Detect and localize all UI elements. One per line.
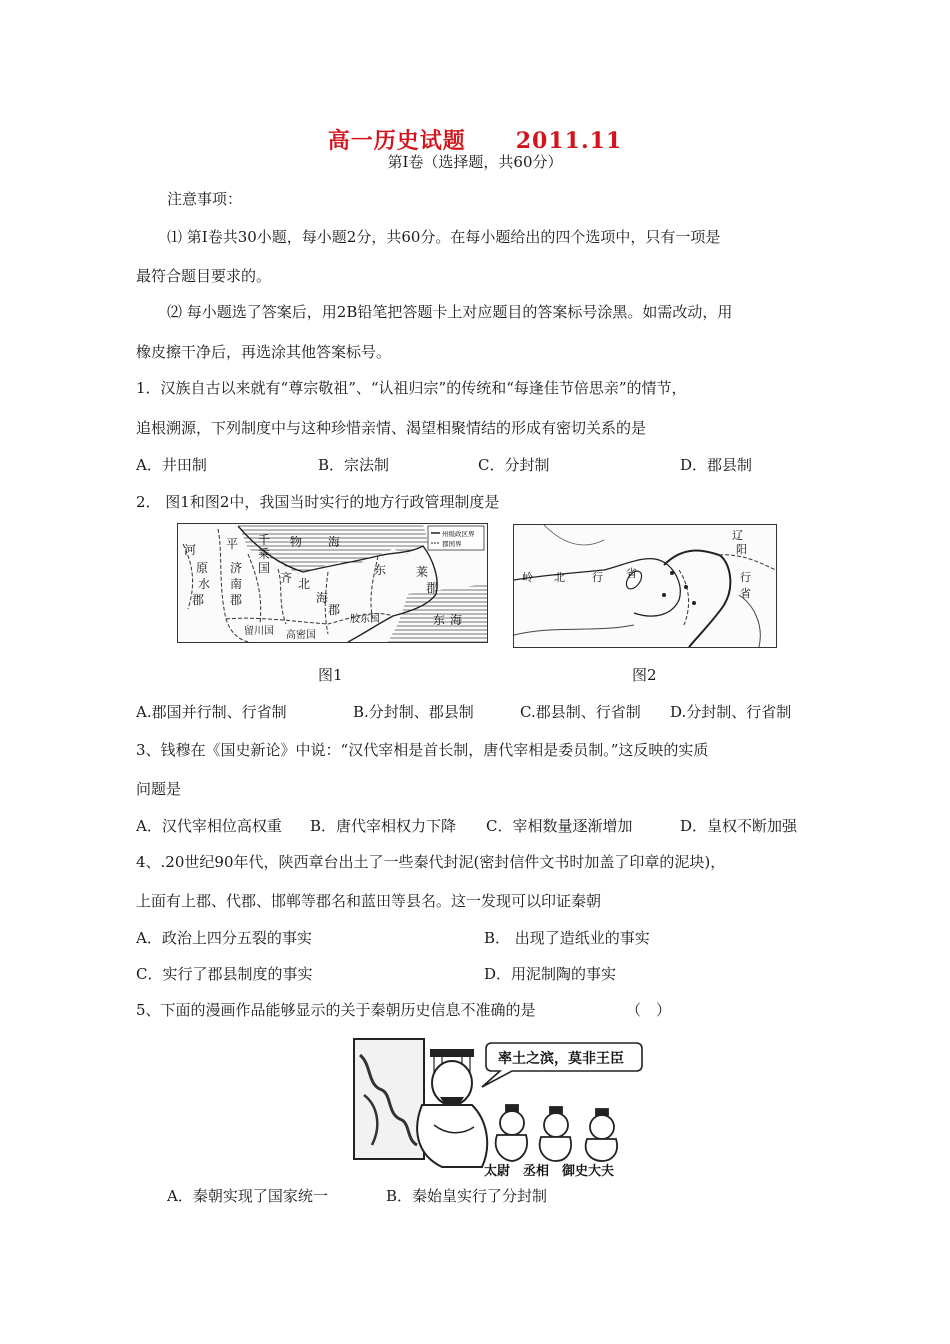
map-label: 河 — [184, 543, 197, 557]
figure-1-caption: 图1 — [318, 666, 343, 684]
map-label: 南 — [230, 577, 243, 591]
section-subtitle: 第Ⅰ卷（选择题，共60分） — [387, 153, 563, 171]
map-label: 莱 — [416, 565, 429, 579]
map-label: 国 — [258, 561, 271, 575]
figure-2-caption: 图2 — [632, 666, 657, 684]
map-label: 郡 — [192, 593, 205, 607]
map-label: 留川国 — [244, 626, 274, 637]
map-label: 东 — [374, 563, 387, 577]
map-label: 平 — [226, 537, 239, 551]
title-date: 2011.11 — [515, 128, 623, 154]
notice-item-1-line-2: 最符合题目要求的。 — [136, 267, 272, 285]
map-label: 物 — [290, 535, 303, 549]
q1-stem-line-2: 追根溯源，下列制度中与这种珍惜亲情、渴望相聚情结的形成有密切关系的是 — [136, 419, 647, 437]
q4-option-a: A．政治上四分五裂的事实 — [136, 929, 312, 947]
q3-option-d: D．皇权不断加强 — [680, 817, 798, 835]
q3-option-c: C．宰相数量逐渐增加 — [486, 817, 633, 835]
map-label: 海 — [328, 535, 341, 549]
q4-option-b: B． 出现了造纸业的事实 — [484, 929, 650, 947]
figure-1-map — [177, 523, 488, 643]
notice-heading: 注意事项： — [167, 190, 243, 208]
q3-option-a: A．汉代宰相位高权重 — [136, 817, 282, 835]
q4-option-c: C．实行了郡县制度的事实 — [136, 965, 313, 983]
map-label: 行 — [740, 571, 751, 584]
q4-stem-line-1: 4、.20世纪90年代，陕西章台出土了一些秦代封泥(密封信件文书时加盖了印章的泥块)， — [136, 853, 726, 871]
q5-cartoon — [352, 1035, 644, 1177]
map-label: 辽 — [732, 529, 743, 542]
map-label: 省 — [626, 567, 637, 580]
q2-option-c: C.郡县制、行省制 — [520, 703, 641, 721]
map-label: 郡 — [328, 603, 341, 617]
q1-option-b: B．宗法制 — [318, 456, 390, 474]
q3-option-b: B．唐代宰相权力下降 — [310, 817, 457, 835]
notice-item-1-line-1: ⑴ 第Ⅰ卷共30小题，每小题2分，共60分。在每小题给出的四个选项中，只有一项是 — [167, 228, 721, 246]
map-label: 北 — [298, 577, 311, 591]
q5-option-b: B．秦始皇实行了分封制 — [386, 1187, 548, 1205]
map-label: 水 — [198, 577, 211, 591]
q4-option-d: D．用泥制陶的事实 — [484, 965, 617, 983]
q3-stem-line-1: 3、钱穆在《国史新论》中说：“汉代宰相是首长制，唐代宰相是委员制。”这反映的实质 — [136, 741, 709, 759]
map-label: 千 — [258, 533, 271, 547]
map-label: 济 — [230, 561, 243, 575]
map-label: 行 — [592, 571, 603, 584]
q4-stem-line-2: 上面有上郡、代郡、邯郸等郡名和蓝田等县名。这一发现可以印证秦朝 — [136, 892, 602, 910]
q2-stem: 2． 图1和图2中，我国当时实行的地方行政管理制度是 — [136, 493, 500, 511]
map-label: 胶东国 — [350, 614, 380, 625]
q1-option-d: D．郡县制 — [680, 456, 753, 474]
map-label: 海 — [316, 591, 329, 605]
q2-option-b: B.分封制、郡县制 — [353, 703, 474, 721]
map-label: 郡 — [426, 581, 439, 595]
legend-prefecture-border: 郡国界 — [442, 540, 462, 548]
map-label: 齐 — [280, 571, 293, 585]
notice-item-2-line-1: ⑵ 每小题选了答案后，用2B铅笔把答题卡上对应题目的答案标号涂黑。如需改动，用 — [167, 303, 733, 321]
map-label: 郡 — [230, 593, 243, 607]
map-label: 阳 — [736, 543, 747, 556]
map-label: 东 — [433, 613, 446, 627]
cartoon-official-labels: 太尉 丞相 御史大夫 — [484, 1164, 615, 1177]
map-label: 省 — [740, 587, 751, 600]
title-text: 高一历史试题 — [327, 128, 466, 154]
q5-option-a: A．秦朝实现了国家统一 — [167, 1187, 328, 1205]
map-label: 北 — [554, 571, 565, 584]
map-label: 高密国 — [286, 630, 316, 641]
exam-title — [0, 124, 950, 155]
q3-stem-line-2: 问题是 — [136, 780, 182, 798]
q5-answer-parentheses: （ ） — [626, 1001, 672, 1019]
map-label: 岭 — [522, 571, 533, 584]
map-label: 乘 — [258, 547, 271, 561]
q2-option-a: A.郡国并行制、行省制 — [136, 703, 287, 721]
q5-stem: 5、下面的漫画作品能够显示的关于秦朝历史信息不准确的是 — [136, 1001, 536, 1019]
map-label: 原 — [196, 561, 209, 575]
map-label: 海 — [450, 613, 463, 627]
q1-option-a: A．井田制 — [136, 456, 207, 474]
q1-option-c: C．分封制 — [478, 456, 550, 474]
cartoon-speech-bubble: 率土之滨，莫非王臣 — [498, 1051, 624, 1067]
figure-2-map — [513, 524, 777, 648]
legend-state-border: 州级政区界 — [442, 530, 475, 538]
notice-item-2-line-2: 橡皮擦干净后，再选涂其他答案标号。 — [136, 343, 392, 361]
q1-stem-line-1: 1．汉族自古以来就有“尊宗敬祖”、“认祖归宗”的传统和“每逢佳节倍思亲”的情节， — [136, 379, 687, 397]
q2-option-d: D.分封制、行省制 — [670, 703, 792, 721]
